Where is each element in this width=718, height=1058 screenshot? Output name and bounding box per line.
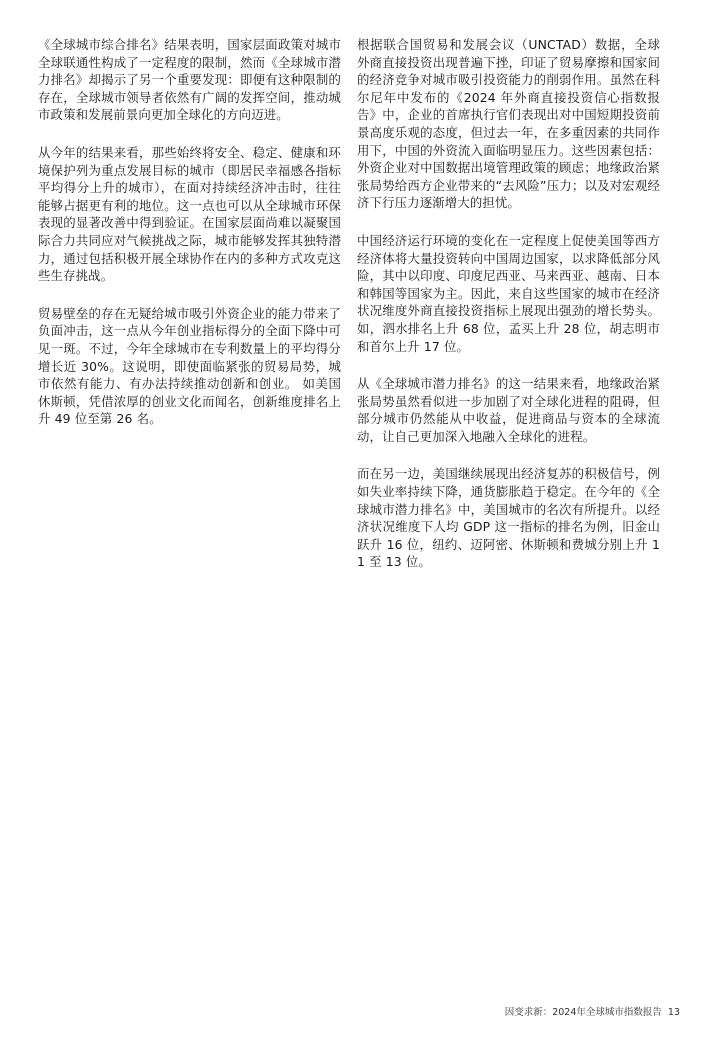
page-number: 13 (667, 1007, 680, 1018)
footer-report-title: 因变求新：2024年全球城市指数报告 (504, 1007, 662, 1018)
paragraph-wellbeing-environment: 从今年的结果来看，那些始终将安全、稳定、健康和环境保护列为重点发展目标的城市（即居民幸福感各指标平均得分上升的城市），在面对持续经济冲击时，往往能够占据更有利的地位。这一点也可以从全球城市环保表现的显著改善中得到验证。在国家层面尚难以凝聚国际合力共同应对气候挑战之际，城市能够发挥其独特潜力，通过包括积极开展全球协作在内的多种方式攻克这些生存挑战。 (38, 144, 341, 284)
paragraph-geopolitics: 从《全球城市潜力排名》的这一结果来看，地缘政治紧张局势虽然看似进一步加剧了对全球化进程的阻碍，但部分城市仍然能从中收益，促进商品与资本的全球流动，让自己更加深入地融入全球化的进程。 (357, 376, 660, 444)
right-column (357, 36, 660, 591)
paragraph-fdi-decline: 根据联合国贸易和发展会议（UNCTAD）数据，全球外商直接投资出现普遍下挫，印证了贸易摩擦和国家间的经济竞争对城市吸引投资能力的削弱作用。虽然在科尔尼年中发布的《2024 年外商直接投资信心指数报告》中，企业的首席执行官们表现出对中国短期投资前景高度乐观的态度，但过去一年，在多重因素的共同作用下，中国的外资流入面临明显压力。这些因素包括：外资企业对中国数据出境管理政策的顾虑；地缘政治紧张局势给西方企业带来的“去风险”压力；以及对宏观经济下行压力逐渐增大的担忧。 (357, 37, 660, 211)
paragraph-us-recovery: 而在另一边，美国继续展现出经济复苏的积极信号，例如失业率持续下降，通货膨胀趋于稳定。在今年的《全球城市潜力排名》中，美国城市的名次有所提升。以经济状况维度下人均 GDP 这一指标的排名为例，旧金山跃升 16 位，纽约、迈阿密、休斯顿和费城分别上升 11 至 13 位。 (357, 466, 660, 570)
page-footer (505, 1007, 680, 1019)
left-column (38, 36, 341, 448)
paragraph-trade-barriers: 贸易壁垒的存在无疑给城市吸引外资企业的能力带来了负面冲击，这一点从今年创业指标得分的全面下降中可见一斑。不过，今年全球城市在专利数量上的平均得分增长近 30%。这说明，即使面临紧张的贸易局势，城市依然有能力、有办法持续推动创新和创业。 如美国休斯顿，凭借浓厚的创业文化而闻名，创新维度排名上升 49 位至第 26 名。 (38, 305, 341, 427)
paragraph-policy-limits: 《全球城市综合排名》结果表明，国家层面政策对城市全球联通性构成了一定程度的限制，然而《全球城市潜力排名》却揭示了另一个重要发现：即便有这种限制的存在，全球城市领导者依然有广阔的发挥空间，推动城市政策和发展前景向更加全球化的方向迈进。 (38, 37, 341, 123)
paragraph-investment-shift: 中国经济运行环境的变化在一定程度上促使美国等西方经济体将大量投资转向中国周边国家，以求降低部分风险，其中以印度、印度尼西亚、马来西亚、越南、日本和韩国等国家为主。因此，来自这些国家的城市在经济状况维度外商直接投资指标上展现出强劲的增长势头。如，泗水排名上升 68 位，孟买上升 28 位，胡志明市和首尔上升 17 位。 (357, 232, 660, 354)
